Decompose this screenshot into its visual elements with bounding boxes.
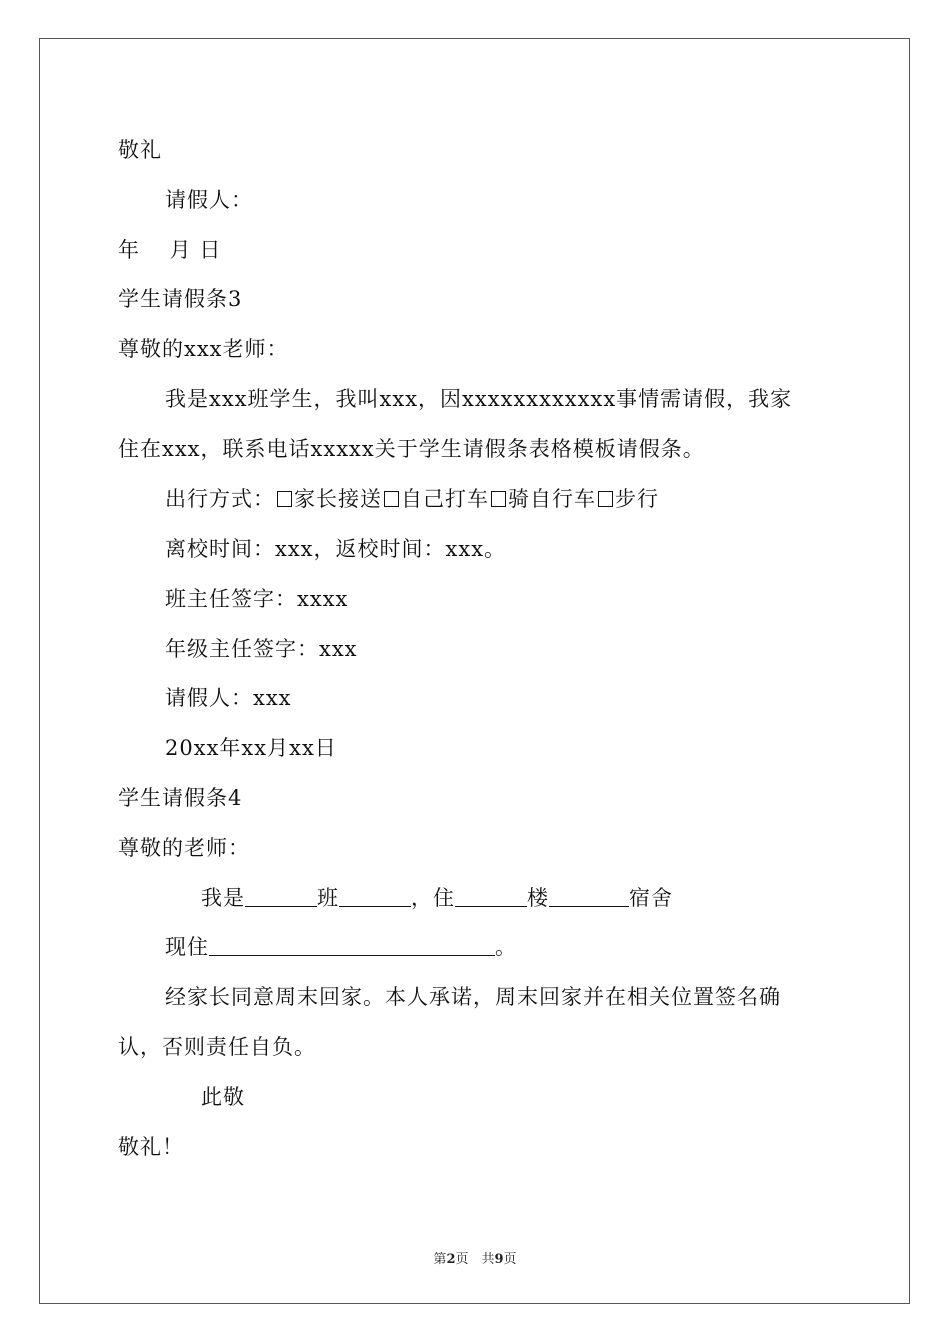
page-footer: 第2页 共9页 [433, 1252, 517, 1267]
travel-option: 步行 [615, 487, 659, 511]
total-page-number: 9 [494, 1252, 504, 1267]
travel-option: 自己打车 [401, 487, 489, 511]
consent-line-1: 经家长同意周末回家。本人承诺，周末回家并在相关位置签名确 [165, 985, 781, 1009]
body-paragraph-3-line-1: 我是xxx班学生，我叫xxx，因xxxxxxxxxxxx事情需请假，我家 [165, 387, 793, 411]
form-text: 班 [317, 886, 339, 910]
consent-line-2: 认，否则责任自负。 [118, 1035, 316, 1059]
body-paragraph-3-line-2: 住在xxx，联系电话xxxxx关于学生请假条表格模板请假条。 [118, 437, 705, 461]
checkbox-icon[interactable] [384, 491, 399, 507]
form-text: 楼 [527, 886, 549, 910]
closing-salute-2: 敬礼！ [118, 1135, 184, 1159]
travel-option: 家长接送 [294, 487, 382, 511]
closing-salute: 敬礼 [118, 138, 162, 162]
form-text: 现住 [165, 935, 209, 959]
form-text: 宿舍 [629, 886, 673, 910]
class-blank[interactable] [245, 885, 317, 907]
closing-phrase: 此敬 [201, 1085, 245, 1109]
current-address-row [165, 933, 517, 961]
salutation-4: 尊敬的老师： [118, 836, 250, 860]
checkbox-icon[interactable] [277, 491, 292, 507]
date-placeholder: 年 月 日 [118, 238, 222, 262]
building-blank[interactable] [455, 885, 527, 907]
signature-date: 20xx年xx月xx日 [165, 736, 337, 760]
address-blank[interactable] [209, 934, 495, 956]
class-teacher-signature: 班主任签字：xxxx [165, 587, 349, 611]
checkbox-icon[interactable] [491, 491, 506, 507]
form-text: 。 [495, 935, 517, 959]
page-border [39, 38, 910, 1304]
dorm-blank[interactable] [549, 885, 629, 907]
salutation-3: 尊敬的xxx老师： [118, 337, 289, 361]
leave-return-time: 离校时间：xxx，返校时间：xxx。 [165, 537, 507, 561]
current-page-number: 2 [446, 1252, 456, 1267]
applicant-signature: 请假人：xxx [165, 686, 292, 710]
section-title-4: 学生请假条4 [118, 786, 243, 810]
travel-option: 骑自行车 [508, 487, 596, 511]
travel-method-row [165, 485, 659, 513]
name-blank[interactable] [339, 885, 411, 907]
applicant-label: 请假人： [165, 188, 253, 212]
checkbox-icon[interactable] [598, 491, 613, 507]
grade-director-signature: 年级主任签字：xxx [165, 637, 358, 661]
section-title-3: 学生请假条3 [118, 287, 243, 311]
form-text: ，住 [411, 886, 455, 910]
form-text: 我是 [201, 886, 245, 910]
dorm-form-row [201, 884, 673, 912]
travel-method-label: 出行方式： [165, 487, 275, 511]
